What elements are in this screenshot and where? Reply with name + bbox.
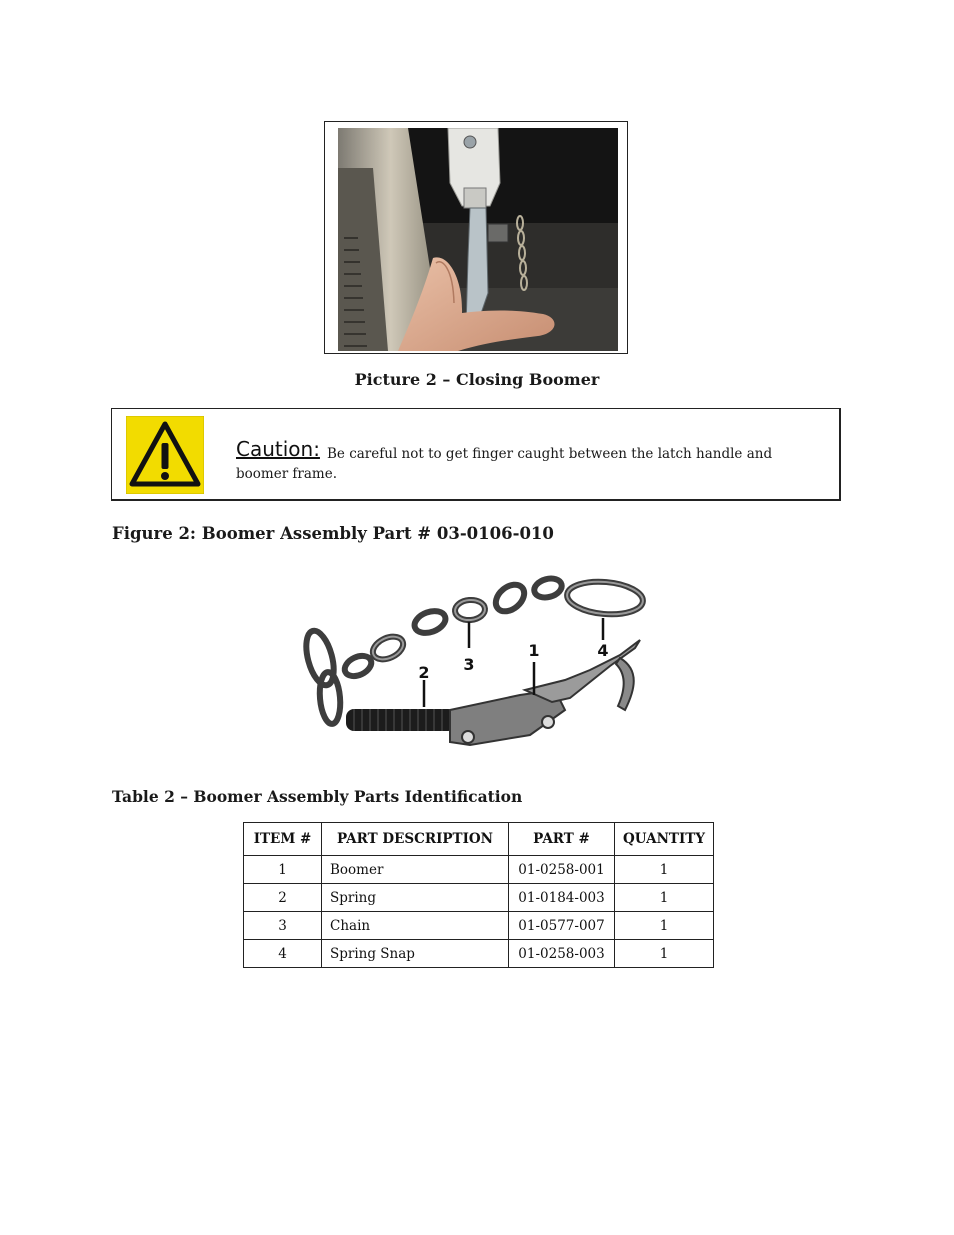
table-title: Table 2 – Boomer Assembly Parts Identification xyxy=(112,787,523,806)
closing-boomer-photo xyxy=(338,128,618,351)
table-row xyxy=(244,940,714,968)
callout-4: 4 xyxy=(597,641,609,660)
header-item: ITEM # xyxy=(244,823,322,856)
cell-quantity: 1 xyxy=(615,912,714,940)
table-header-row xyxy=(244,823,714,856)
warning-triangle-icon xyxy=(126,416,204,494)
callout-2: 2 xyxy=(418,663,430,682)
callout-3: 3 xyxy=(463,655,475,674)
cell-item: 1 xyxy=(244,856,322,884)
caution-title: Caution: xyxy=(236,437,320,461)
cell-quantity: 1 xyxy=(615,940,714,968)
cell-quantity: 1 xyxy=(615,884,714,912)
closing-boomer-photo-frame xyxy=(324,121,628,354)
cell-item: 4 xyxy=(244,940,322,968)
cell-part-number: 01-0258-003 xyxy=(509,940,615,968)
boomer-assembly-figure xyxy=(290,570,650,765)
table-row xyxy=(244,856,714,884)
header-part-number: PART # xyxy=(509,823,615,856)
cell-description: Spring xyxy=(322,884,509,912)
picture-caption: Picture 2 – Closing Boomer xyxy=(354,370,600,389)
cell-item: 3 xyxy=(244,912,322,940)
cell-item: 2 xyxy=(244,884,322,912)
cell-part-number: 01-0184-003 xyxy=(509,884,615,912)
cell-description: Boomer xyxy=(322,856,509,884)
cell-part-number: 01-0258-001 xyxy=(509,856,615,884)
cell-part-number: 01-0577-007 xyxy=(509,912,615,940)
callout-1: 1 xyxy=(528,641,540,660)
cell-quantity: 1 xyxy=(615,856,714,884)
table-row xyxy=(244,912,714,940)
cell-description: Spring Snap xyxy=(322,940,509,968)
cell-description: Chain xyxy=(322,912,509,940)
caution-box xyxy=(111,408,841,501)
parts-table xyxy=(243,822,714,968)
caution-text: Be careful not to get finger caught between the latch handle and boomer frame. xyxy=(236,446,773,482)
figure-title: Figure 2: Boomer Assembly Part # 03-0106-010 xyxy=(112,524,554,543)
table-row xyxy=(244,884,714,912)
header-quantity: QUANTITY xyxy=(615,823,714,856)
header-description: PART DESCRIPTION xyxy=(322,823,509,856)
